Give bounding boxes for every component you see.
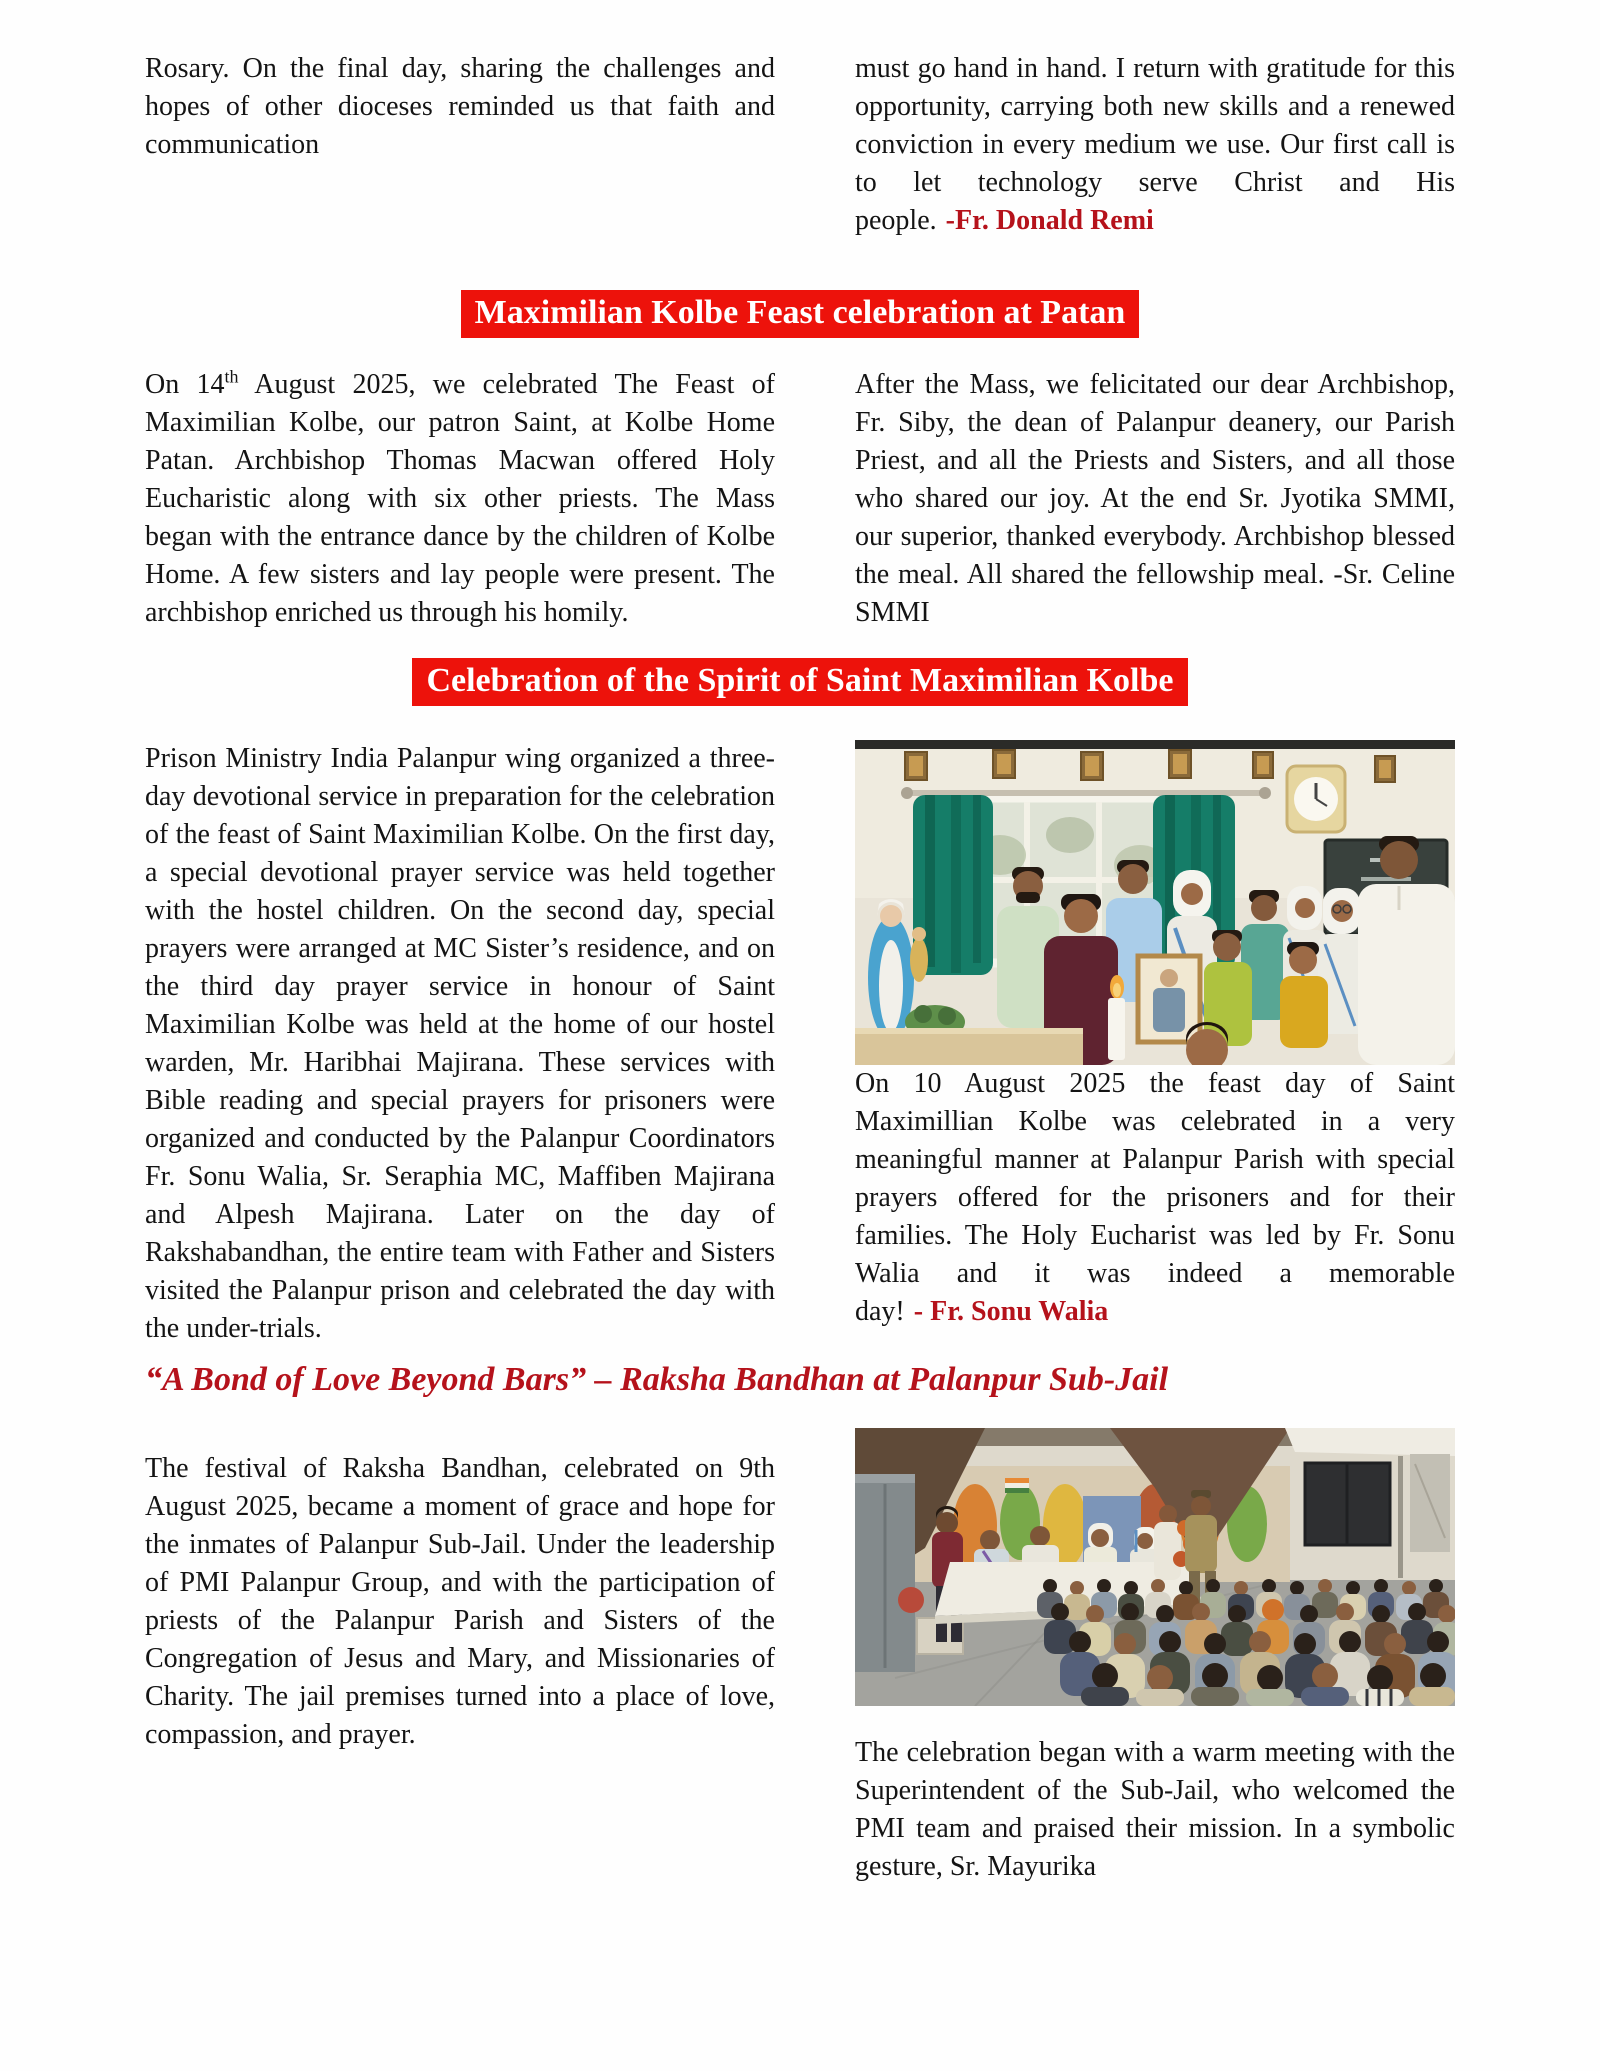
author-credit-donald-remi: -Fr. Donald Remi (945, 205, 1154, 236)
intro-right-paragraph (855, 50, 1455, 240)
rakhi-right-column (855, 1428, 1455, 1886)
sub-jail-photo-illustration (855, 1428, 1455, 1706)
rakhi-caption: The celebration began with a warm meeting with the Superintendent of the Sub-Jail, who welcomed the PMI team and praised their mission. In a symbolic gesture, Sr. Mayurika (855, 1737, 1455, 1882)
kolbe-feast-group-photo (855, 740, 1455, 1065)
patan-date-superscript: th (224, 366, 239, 387)
spirit-left-column (145, 740, 775, 1348)
rakhi-left-column (145, 1428, 775, 1886)
patan-right-paragraph: After the Mass, we felicitated our dear Archbishop, Fr. Siby, the dean of Palanpur deanery, our Parish Priest, and all the Priests and Sisters, and all those who shared our joy. At the end Sr. Jyotika SMMI, our superior, thanked everybody. Archbishop blessed the meal. All shared the fellowship meal. -Sr. Celine SMMI (855, 369, 1455, 628)
sub-jail-meeting-photo (855, 1428, 1455, 1706)
spirit-caption (855, 1065, 1455, 1331)
seated-crowd (1037, 1579, 1455, 1706)
patan-banner-wrap (145, 290, 1455, 338)
intro-right-text: must go hand in hand. I return with gratitude for this opportunity, carrying both new skills and a renewed conviction in every medium we use. Our first call is to let technology serve Christ and His people. (855, 53, 1455, 236)
patan-section (145, 366, 1455, 632)
spirit-left-paragraph: Prison Ministry India Palanpur wing organized a three-day devotional service in preparation for the celebration of the feast of Saint Maximilian Kolbe. On the first day, a special devotional prayer service was held together with the hostel children. On the second day, special prayers were arranged at MC Sister’s residence, and on the third day prayer service in honour of Saint Maximilian Kolbe was held at the home of our hostel warden, Mr. Haribhai Majirana. These services with Bible reading and special prayers for prisoners were organized and conducted by the Palanpur Coordinators Fr. Sonu Walia, Sr. Seraphia MC, Maffiben Majirana and Alpesh Majirana. Later on the day of Rakshabandhan, the entire team with Father and Sisters visited the Palanpur prison and celebrated the day with the under-trials. (145, 743, 775, 1344)
spirit-caption-text: On 10 August 2025 the feast day of Saint Maximillian Kolbe was celebrated in a very meaningful manner at Palanpur Parish with special prayers offered for the prisoners and for their families. The Holy Eucharist was led by Fr. Sonu Walia and it was indeed a memorable day! (855, 1068, 1455, 1327)
patan-section-banner: Maximilian Kolbe Feast celebration at Patan (461, 290, 1140, 338)
kolbe-feast-photo-illustration (855, 740, 1455, 1065)
spirit-banner-wrap (145, 658, 1455, 706)
spirit-section-banner: Celebration of the Spirit of Saint Maximilian Kolbe (412, 658, 1187, 706)
wall-clock (1287, 766, 1345, 832)
rakhi-section-heading: “A Bond of Love Beyond Bars” – Raksha Bandhan at Palanpur Sub-Jail (145, 1361, 1169, 1398)
rakhi-section (145, 1428, 1455, 1886)
patan-left-paragraph (145, 366, 775, 632)
author-credit-sonu-walia: - Fr. Sonu Walia (913, 1296, 1109, 1327)
spirit-section (145, 740, 1455, 1348)
spirit-right-column (855, 740, 1455, 1348)
patan-body-text: August 2025, we celebrated The Feast of Maximilian Kolbe, our patron Saint, at Kolbe Home Patan. Archbishop Thomas Macwan offered Holy Eucharistic along with six other priests. The Mass began with the entrance dance by the children of Kolbe Home. A few sisters and lay people were present. The archbishop enriched us through his homily. (145, 369, 775, 628)
patan-right-column (855, 366, 1455, 632)
patan-left-column (145, 366, 775, 632)
intro-left-paragraph: Rosary. On the final day, sharing the challenges and hopes of other dioceses reminded us that faith and communication (145, 53, 775, 160)
patan-date-text: On 14 (145, 369, 225, 400)
intro-left-column (145, 50, 775, 240)
intro-section (145, 50, 1455, 240)
intro-right-column (855, 50, 1455, 240)
rakhi-left-paragraph: The festival of Raksha Bandhan, celebrated on 9th August 2025, became a moment of grace and hope for the inmates of Palanpur Sub-Jail. Under the leadership of PMI Palanpur Group, and with the participation of priests of the Palanpur Parish and Sisters of the Congregation of Jesus and Mary, and Missionaries of Charity. The jail premises turned into a place of love, compassion, and prayer. (145, 1453, 775, 1750)
